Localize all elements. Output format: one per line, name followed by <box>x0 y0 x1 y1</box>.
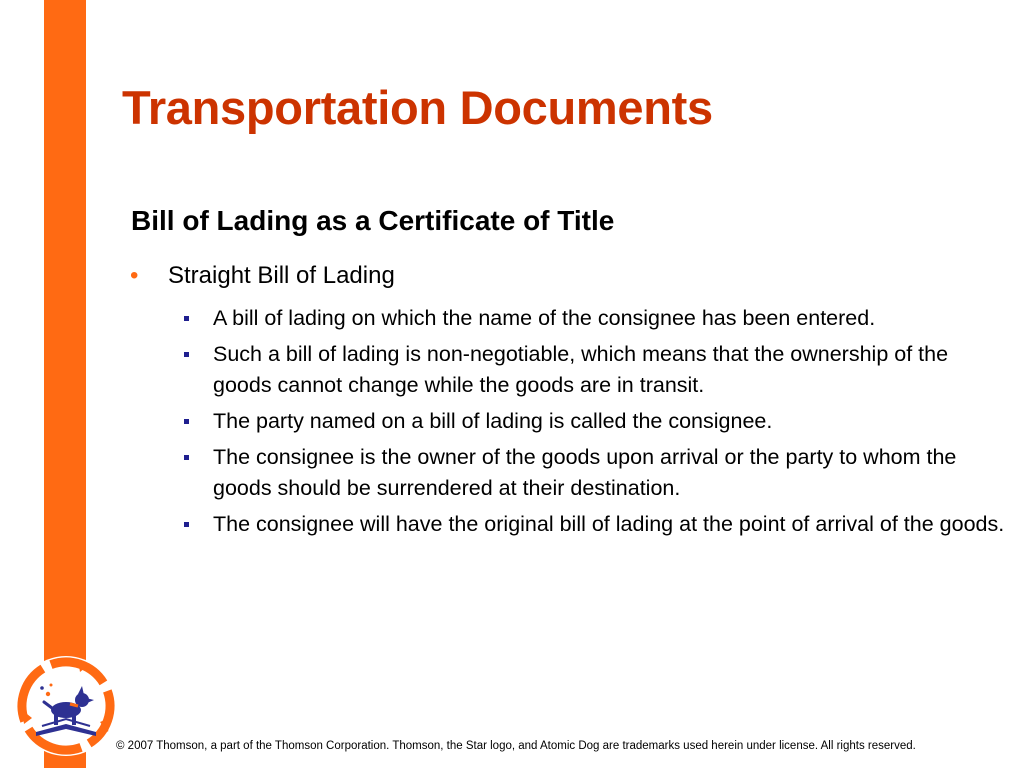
square-bullet-icon <box>184 522 189 527</box>
sub-bullet-text: A bill of lading on which the name of the consignee has been entered. <box>213 306 876 330</box>
main-bullet-text: Straight Bill of Lading <box>168 262 395 289</box>
sub-bullet-text: The consignee is the owner of the goods upon arrival or the party to whom the goods should be surrendered at their destination. <box>213 445 957 500</box>
square-bullet-icon <box>184 419 189 424</box>
list-item <box>180 303 1010 334</box>
list-item <box>180 406 1010 437</box>
sub-bullet-text: Such a bill of lading is non-negotiable, which means that the ownership of the goods cannot change while the goods are in transit. <box>213 342 949 397</box>
sub-bullet-text: The consignee will have the original bill of lading at the point of arrival of the goods. <box>213 512 1005 536</box>
square-bullet-icon <box>184 352 189 357</box>
footer-copyright: © 2007 Thomson, a part of the Thomson Corporation. Thomson, the Star logo, and Atomic Dog are trademarks used herein under license. All rights reserved. <box>116 740 916 752</box>
square-bullet-icon <box>184 455 189 460</box>
slide-subtitle: Bill of Lading as a Certificate of Title <box>131 205 615 236</box>
slide-title: Transportation Documents <box>122 81 713 134</box>
main-bullet <box>130 262 395 290</box>
atomic-dog-logo-icon <box>12 652 120 760</box>
list-item <box>180 339 1010 401</box>
bullet-dot-icon: • <box>130 262 139 289</box>
list-item <box>180 509 1010 540</box>
sub-bullet-text: The party named on a bill of lading is called the consignee. <box>213 409 773 433</box>
sub-bullet-list <box>180 303 1010 545</box>
square-bullet-icon <box>184 316 189 321</box>
list-item <box>180 442 1010 504</box>
